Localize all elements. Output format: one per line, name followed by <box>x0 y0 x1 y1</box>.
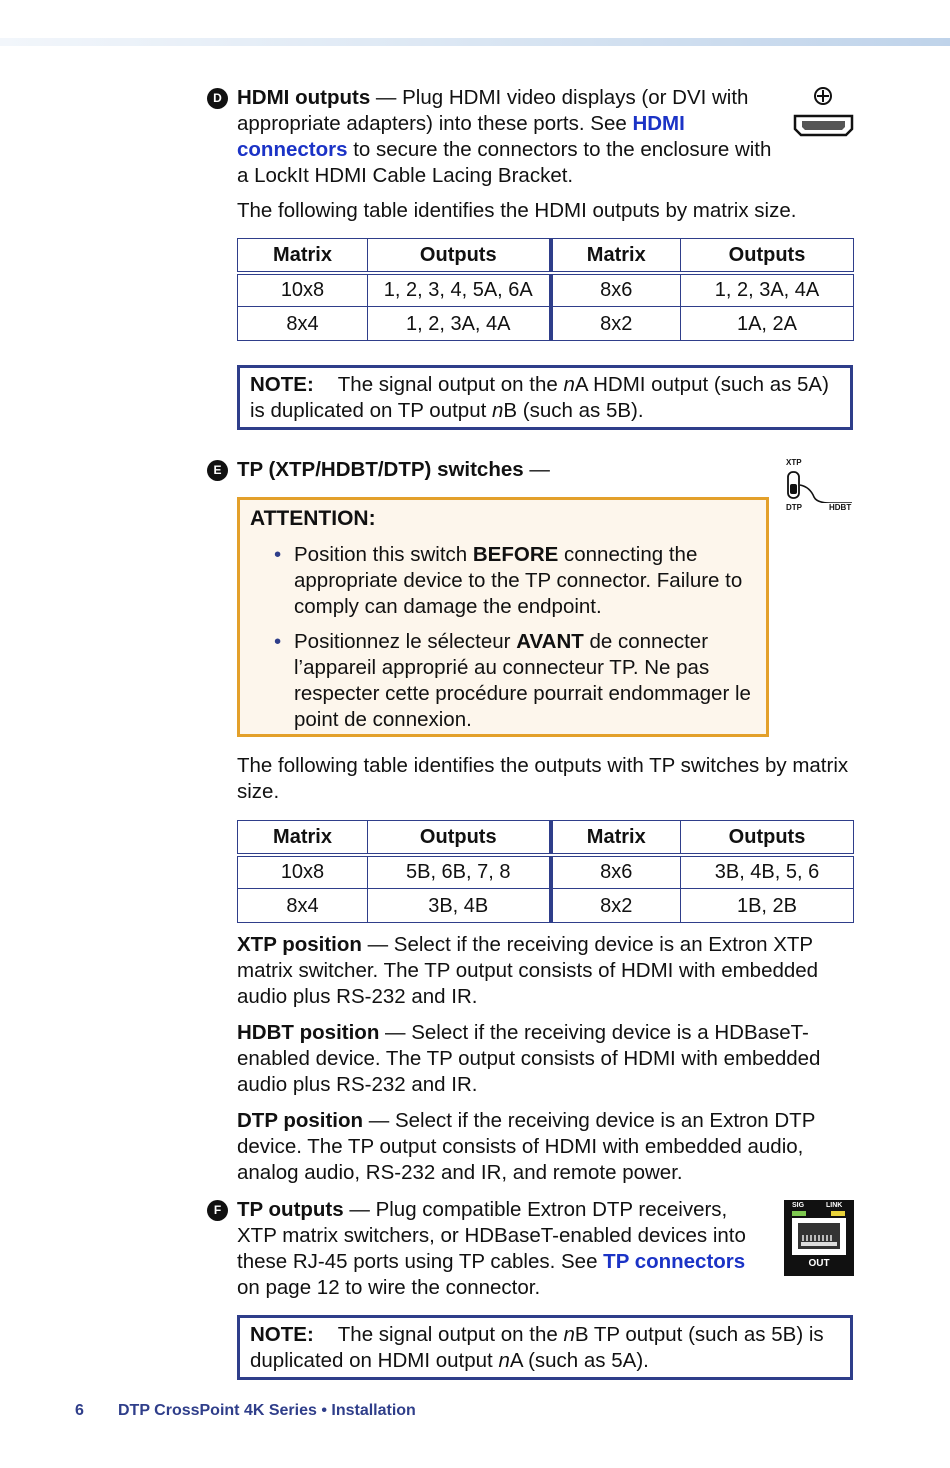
table-cell: 10x8 <box>238 855 368 889</box>
table-cell: 1, 2, 3A, 4A <box>368 307 551 341</box>
attention-bullet-english: • Position this switch BEFORE connecting the appropriate device to the TP connector. Failure to comply can damage the endpoint. <box>274 543 743 618</box>
footer-title: DTP CrossPoint 4K Series • Installation <box>118 1402 416 1419</box>
hdmi-port-icon <box>792 85 856 137</box>
table-header: Outputs <box>681 821 854 855</box>
tp-outputs-title: TP outputs <box>237 1198 344 1221</box>
hdmi-outputs-paragraph: HDMI outputs — Plug HDMI video displays (or DVI with appropriate adapters) into these ports. See HDMI connectors to secure the connectors to the enclosure with a LockIt HDMI Cable Lacing Bracket. <box>237 86 772 187</box>
table-cell: 8x2 <box>551 889 681 923</box>
table-header: Matrix <box>551 239 681 273</box>
rj45-port-icon: SIG LINK OUT <box>784 1200 854 1276</box>
table-cell: 1A, 2A <box>681 307 854 341</box>
table-row <box>238 889 854 923</box>
table-header-row <box>238 239 854 273</box>
xtp-position-paragraph: XTP position — Select if the receiving device is an Extron XTP matrix switcher. The TP output consists of HDMI with embedded audio plus RS-232 and IR. <box>237 933 819 1008</box>
tp-table-intro: The following table identifies the outputs with TP switches by matrix size. <box>237 754 849 803</box>
tp-switches-heading: TP (XTP/HDBT/DTP) switches — <box>237 458 550 481</box>
table-cell: 8x6 <box>551 855 681 889</box>
table-header: Matrix <box>551 821 681 855</box>
tp-switches-title: TP (XTP/HDBT/DTP) switches <box>237 458 524 481</box>
hdbt-position-label: HDBT position <box>237 1021 380 1044</box>
tp-connectors-link[interactable]: TP connectors <box>603 1250 746 1273</box>
table-cell: 8x4 <box>238 889 368 923</box>
hdmi-outputs-table <box>237 238 854 341</box>
attention-bullet-french: • Positionnez le sélecteur AVANT de connecter l’appareil approprié au connecteur TP. Ne pas respecter cette procédure pourrait endommager le point de connexion. <box>274 630 751 731</box>
attention-title: ATTENTION: <box>250 507 376 530</box>
dtp-position-label: DTP position <box>237 1109 364 1132</box>
tp-switch-outputs-table <box>237 820 854 923</box>
callout-f-badge: F <box>207 1200 228 1221</box>
table-cell: 8x6 <box>551 273 681 307</box>
table-row <box>238 855 854 889</box>
table-row <box>238 273 854 307</box>
table-cell: 1B, 2B <box>681 889 854 923</box>
hdbt-position-paragraph: HDBT position — Select if the receiving device is a HDBaseT-enabled device. The TP output consists of HDMI with embedded audio plus RS-232 and IR. <box>237 1021 821 1096</box>
hdmi-table-intro: The following table identifies the HDMI outputs by matrix size. <box>237 199 797 222</box>
tp-switch-icon: XTP DTP HDBT <box>786 458 852 512</box>
table-cell: 1, 2, 3A, 4A <box>681 273 854 307</box>
tp-note-box: NOTE: The signal output on the nB TP output (such as 5B) is duplicated on HDMI output nA (such as 5A). <box>237 1315 853 1380</box>
table-header: Matrix <box>238 239 368 273</box>
table-cell: 8x2 <box>551 307 681 341</box>
table-header: Outputs <box>368 821 551 855</box>
xtp-position-label: XTP position <box>237 933 362 956</box>
hdmi-connectors-link[interactable]: HDMI connectors <box>237 112 685 161</box>
table-cell: 5B, 6B, 7, 8 <box>368 855 551 889</box>
header-gradient-bar <box>0 38 950 46</box>
table-cell: 3B, 4B <box>368 889 551 923</box>
hdmi-outputs-title: HDMI outputs <box>237 86 371 109</box>
table-header: Outputs <box>681 239 854 273</box>
callout-e-badge: E <box>207 460 228 481</box>
note-label: NOTE: <box>250 373 314 396</box>
page-number: 6 <box>75 1402 84 1419</box>
table-header: Matrix <box>238 821 368 855</box>
table-cell: 1, 2, 3, 4, 5A, 6A <box>368 273 551 307</box>
callout-d-badge: D <box>207 88 228 109</box>
tp-outputs-paragraph: TP outputs — Plug compatible Extron DTP receivers, XTP matrix switchers, or HDBaseT-enabled devices into these RJ-45 ports using TP cables. See TP connectors on page 12 to wire the connector. <box>237 1198 746 1299</box>
table-row <box>238 307 854 341</box>
attention-box <box>237 497 769 737</box>
table-header: Outputs <box>368 239 551 273</box>
table-cell: 10x8 <box>238 273 368 307</box>
note-label: NOTE: <box>250 1323 314 1346</box>
table-cell: 8x4 <box>238 307 368 341</box>
hdmi-note-box: NOTE: The signal output on the nA HDMI output (such as 5A) is duplicated on TP output nB (such as 5B). <box>237 365 853 430</box>
table-header-row <box>238 821 854 855</box>
table-cell: 3B, 4B, 5, 6 <box>681 855 854 889</box>
dtp-position-paragraph: DTP position — Select if the receiving device is an Extron DTP device. The TP output consists of HDMI with embedded audio, analog audio, RS-232 and IR, and remote power. <box>237 1109 816 1184</box>
